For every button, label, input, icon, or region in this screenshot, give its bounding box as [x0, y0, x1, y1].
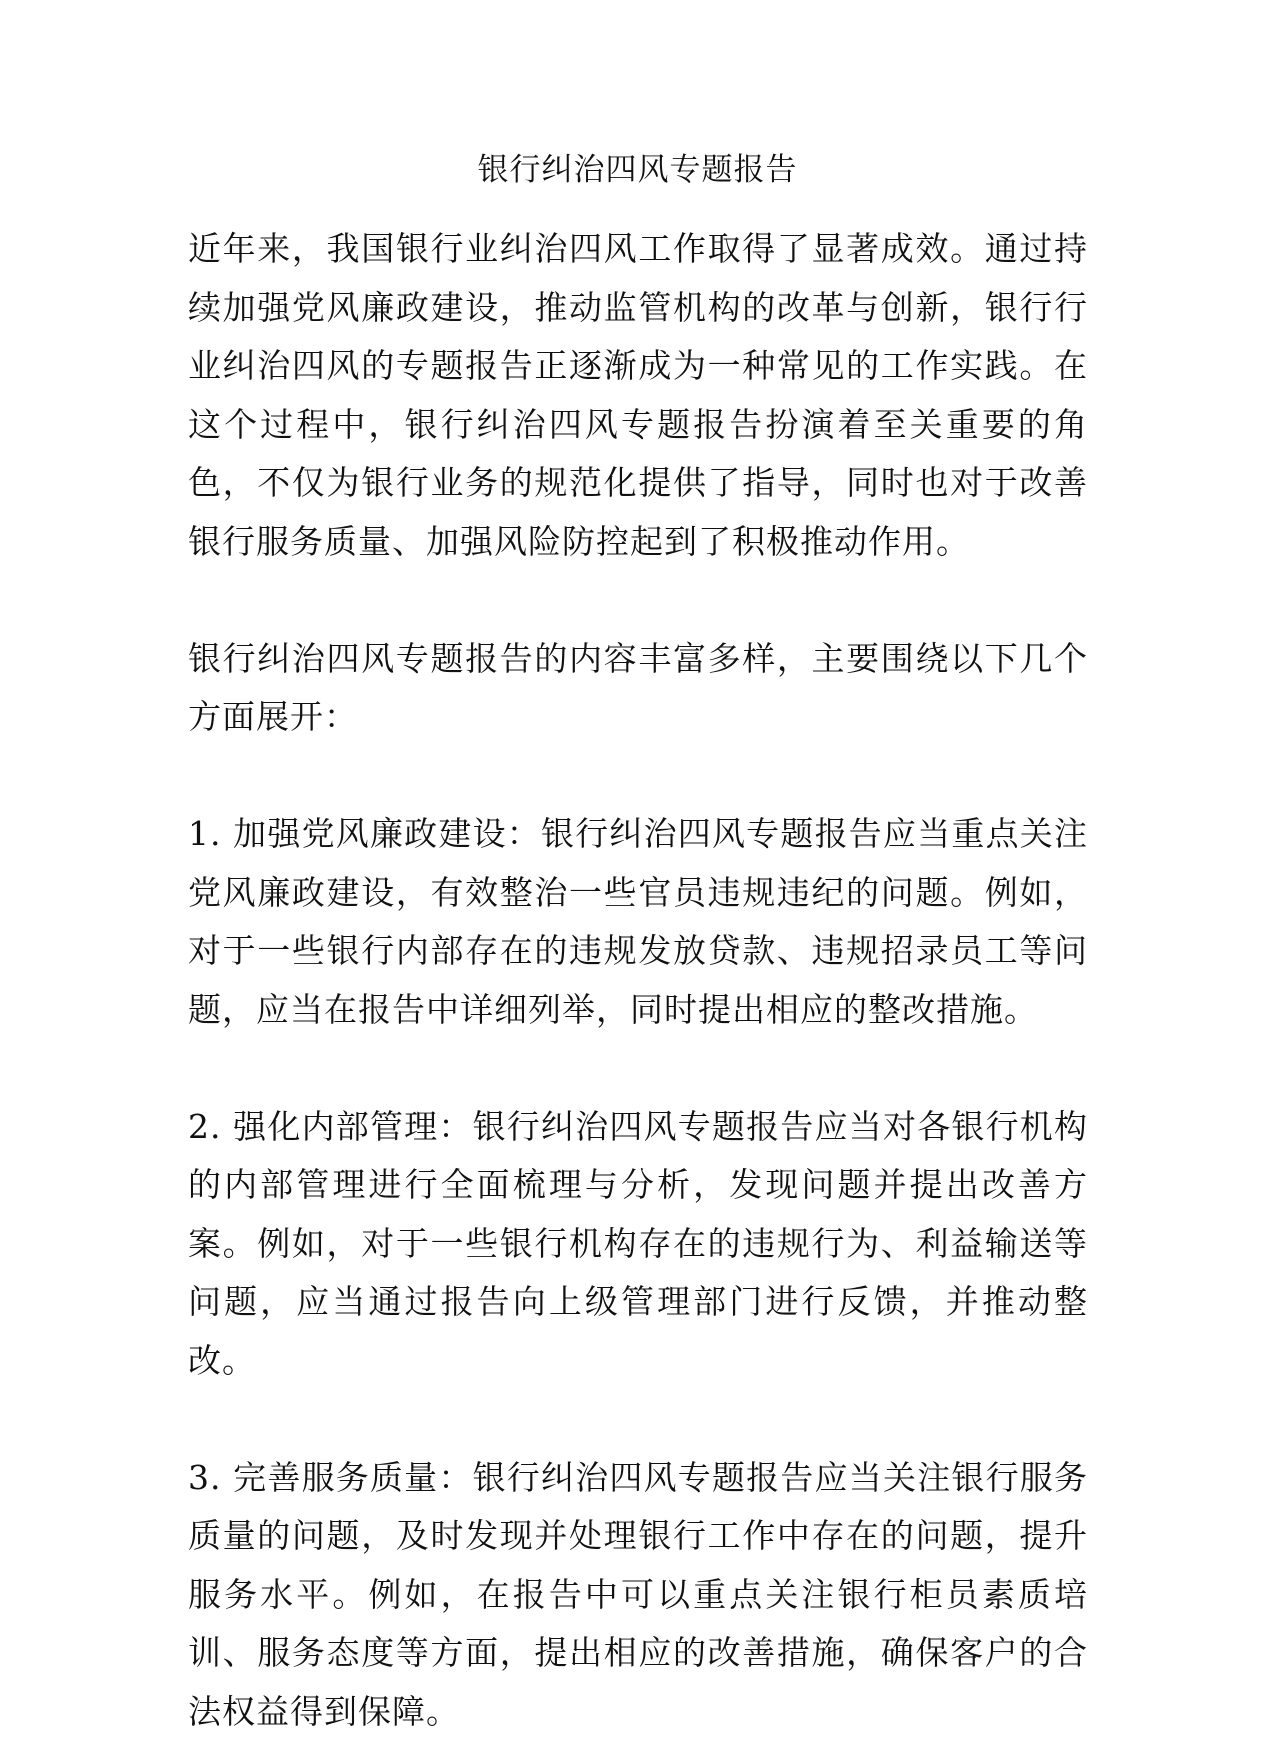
paragraph-overview: 银行纠治四风专题报告的内容丰富多样，主要围绕以下几个方面展开： [188, 630, 1088, 747]
paragraph-point-1: 1. 加强党风廉政建设：银行纠治四风专题报告应当重点关注党风廉政建设，有效整治一些官员违规违纪的问题。例如，对于一些银行内部存在的违规发放贷款、违规招录员工等问题，应当在报告中详细列举，同时提出相应的整改措施。 [188, 805, 1088, 1039]
document-body [188, 220, 1088, 1741]
paragraph-point-3: 3. 完善服务质量：银行纠治四风专题报告应当关注银行服务质量的问题，及时发现并处理银行工作中存在的问题，提升服务水平。例如，在报告中可以重点关注银行柜员素质培训、服务态度等方面，提出相应的改善措施，确保客户的合法权益得到保障。 [188, 1449, 1088, 1741]
document-title: 银行纠治四风专题报告 [0, 150, 1275, 190]
paragraph-intro: 近年来，我国银行业纠治四风工作取得了显著成效。通过持续加强党风廉政建设，推动监管机构的改革与创新，银行行业纠治四风的专题报告正逐渐成为一种常见的工作实践。在这个过程中，银行纠治四风专题报告扮演着至关重要的角色，不仅为银行业务的规范化提供了指导，同时也对于改善银行服务质量、加强风险防控起到了积极推动作用。 [188, 220, 1088, 571]
paragraph-point-2: 2. 强化内部管理：银行纠治四风专题报告应当对各银行机构的内部管理进行全面梳理与分析，发现问题并提出改善方案。例如，对于一些银行机构存在的违规行为、利益输送等问题，应当通过报告向上级管理部门进行反馈，并推动整改。 [188, 1098, 1088, 1391]
